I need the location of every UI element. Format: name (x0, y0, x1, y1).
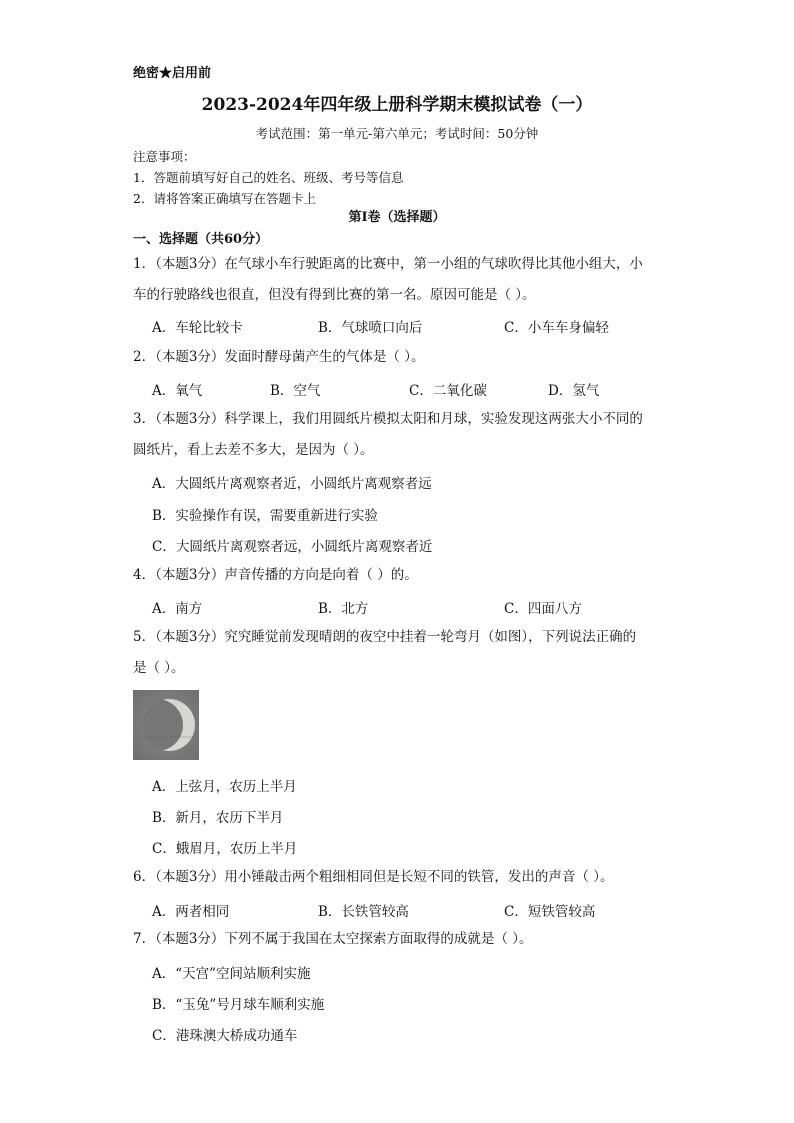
question-text: 2．（本题3分）发面时酵母菌产生的气体是（ ）。 (133, 349, 425, 365)
option-b[interactable]: B．长铁管较高 (318, 904, 409, 920)
exam-info: 考试范围：第一单元-第六单元；考试时间：50分钟 (255, 126, 539, 141)
option-a[interactable]: A．两者相同 (152, 904, 230, 920)
option-c[interactable]: C．短铁管较高 (504, 904, 596, 920)
option-a[interactable]: A．南方 (152, 601, 203, 617)
exam-title: 2023-2024年四年级上册科学期末模拟试卷（一） (201, 95, 593, 115)
option-a[interactable]: A．氧气 (152, 383, 203, 399)
part-title: 一、选择题（共60分） (133, 232, 269, 247)
option-b[interactable]: B．实验操作有误，需要重新进行实验 (152, 508, 378, 524)
question-2-options (152, 379, 672, 399)
question-1 (133, 249, 673, 311)
option-b[interactable]: B．“玉兔”号月球车顺利实施 (152, 997, 325, 1013)
question-4 (133, 560, 673, 591)
option-b[interactable]: B．空气 (270, 383, 321, 399)
option-c[interactable]: C．四面八方 (504, 601, 582, 617)
question-4-options (152, 597, 672, 617)
confidential-mark: 绝密★启用前 (133, 66, 212, 81)
question-text: 车的行驶路线也很直，但没有得到比赛的第一名。原因可能是（ ）。 (133, 287, 536, 303)
question-2 (133, 342, 673, 373)
question-text: 3．（本题3分）科学课上，我们用圆纸片模拟太阳和月球，实验发现这两张大小不同的 (133, 411, 643, 427)
option-b[interactable]: B．北方 (318, 601, 369, 617)
option-a[interactable]: A．车轮比较卡 (152, 320, 243, 336)
question-6 (133, 862, 673, 893)
question-text: 4．（本题3分）声音传播的方向是向着（ ）的。 (133, 567, 418, 583)
notice-item: 1．答题前填写好自己的姓名、班级、考号等信息 (133, 170, 404, 185)
option-a[interactable]: A．上弦月，农历上半月 (152, 779, 297, 795)
notice-item: 2．请将答案正确填写在答题卡上 (133, 191, 316, 206)
question-text: 5．（本题3分）究究睡觉前发现晴朗的夜空中挂着一轮弯月（如图），下列说法正确的 (133, 629, 637, 645)
question-text: 圆纸片，看上去差不多大，是因为（ ）。 (133, 442, 374, 458)
question-6-options (152, 900, 672, 920)
option-b[interactable]: B．新月，农历下半月 (152, 810, 284, 826)
option-c[interactable]: C．大圆纸片离观察者远，小圆纸片离观察者近 (152, 539, 433, 555)
option-a[interactable]: A．“天宫”空间站顺利实施 (152, 966, 311, 982)
option-a[interactable]: A．大圆纸片离观察者近，小圆纸片离观察者远 (152, 476, 432, 492)
option-c[interactable]: C．小车车身偏轻 (504, 320, 609, 336)
question-text: 6．（本题3分）用小锤敲击两个粗细相同但是长短不同的铁管，发出的声音（ ）。 (133, 869, 614, 885)
notice-heading: 注意事项： (133, 149, 196, 164)
option-c[interactable]: C．二氧化碳 (409, 383, 487, 399)
notice-block (133, 146, 403, 209)
option-b[interactable]: B．气球喷口向后 (318, 320, 423, 336)
question-5 (133, 622, 673, 684)
question-text: 1．（本题3分）在气球小车行驶距离的比赛中，第一小组的气球吹得比其他小组大，小 (133, 256, 643, 272)
option-d[interactable]: D．氢气 (548, 383, 600, 399)
crescent-moon-image (133, 690, 199, 760)
option-c[interactable]: C．港珠澳大桥成功通车 (152, 1028, 298, 1044)
question-1-options (152, 316, 672, 336)
section-title: 第I卷（选择题） (348, 210, 446, 225)
option-c[interactable]: C．蛾眉月，农历上半月 (152, 841, 298, 857)
question-text: 7．（本题3分）下列不属于我国在太空探索方面取得的成就是（ ）。 (133, 931, 533, 947)
question-3 (133, 404, 673, 466)
question-7 (133, 924, 673, 955)
question-text: 是（ ）。 (133, 660, 185, 676)
